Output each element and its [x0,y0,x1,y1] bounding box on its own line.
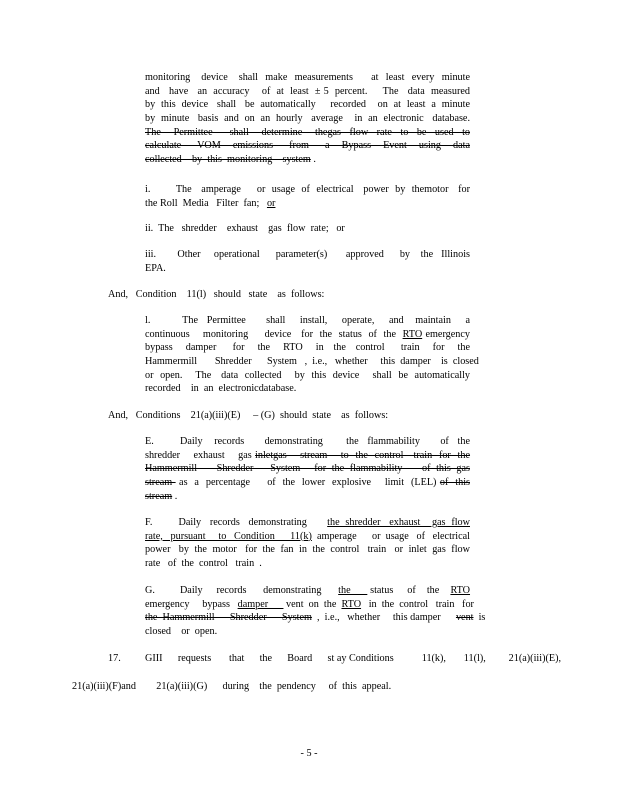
struck-text: of this [439,477,470,489]
text-line [145,490,470,504]
list-item-iii [145,248,470,275]
text-line [145,543,470,557]
text-run: G. Daily records demonstrating [145,585,339,596]
text-run: rate of the control train . [145,558,262,570]
text-run: ii. The shredder exhaust gas flow rate; or [145,223,345,234]
text-line [145,449,470,463]
page-number: - 5 - [300,748,318,759]
text-line [145,139,470,153]
text-run: bypass damper for the RTO in the control train for the [145,342,470,354]
condition-l-paragraph [145,314,479,396]
text-run: l. The Permittee shall install, operate, and maintain a [145,315,470,326]
intro-conditions-21a: And, Conditions 21(a)(iii)(E) – (G) should state as follows: [108,410,389,421]
item-f-paragraph [145,516,470,571]
text-line [145,248,470,262]
underlined-text: or [266,197,276,209]
text-line [145,611,486,625]
text-run: amperage or usage of electrical [311,530,470,542]
text-line [145,355,479,369]
text-run: power by the motor for the fan in the control train or inlet gas flow [145,544,470,556]
text-line [145,382,470,396]
struck-text: calculate VOM emissions from a Bypass Event using data [145,140,470,152]
text-line [145,598,474,612]
text-line [145,197,470,211]
text-run: EPA. [145,262,166,274]
list-item-i [145,183,470,210]
text-run: emergency [422,328,470,340]
struck-text: collected by this monitoring system [145,154,311,166]
struck-text: stream [145,477,176,489]
text-run: , i.e., whether this damper [311,612,456,624]
text-run: status of the [367,585,451,596]
text-run: Hammermill Shredder System , i.e., whether this damper is closed [145,356,479,368]
text-run: in the control train for [361,598,474,610]
text-line [145,476,470,490]
text-line [145,516,470,530]
text-line [145,369,470,383]
text-run: shredder exhaust gas [145,449,256,461]
text-line [145,112,470,126]
text-line [145,328,470,342]
struck-text: inletgas stream to the control train for the [255,449,471,461]
text-line [145,341,470,355]
text-line [145,153,470,167]
paragraph-number-17: 17. [108,653,121,664]
text-run: as a percentage of the lower explosive limit (LEL) [175,477,440,489]
underlined-text: the [338,585,368,596]
list-item-ii [145,222,470,236]
text-run: closed or open. [145,626,218,638]
text-line [145,557,470,571]
struck-text: the Hammermill Shredder System [145,612,312,624]
text-run: F. Daily records demonstrating [145,517,328,528]
text-line [145,126,470,140]
text-line [145,85,470,99]
text-run: emergency bypass [145,598,238,610]
intro-condition-11l: And, Condition 11(l) should state as follows: [108,289,325,300]
underlined-text: RTO [341,598,362,610]
text-run: recorded in an electronicdatabase. [145,383,297,395]
text-run: by this device shall be automatically recorded on at least a minute [145,99,470,111]
text-line [145,435,470,449]
text-run: or open. The data collected by this device shall be automatically [145,369,470,381]
text-line [145,625,470,639]
text-line [145,262,470,276]
text-run: E. Daily records demonstrating the flammability of the [145,436,470,447]
paragraph-17-text-1: GIII requests that the Board st ay Conditions 11(k), 11(l), 21(a)(iii)(E), [145,653,562,664]
underlined-text: rate, pursuant to Condition 11(k) [145,530,312,542]
text-run: is [473,612,486,624]
text-run: and have an accuracy of at least ± 5 percent. The data measured [145,85,470,97]
underlined-text: the shredder exhaust gas flow [327,517,470,528]
text-run: continuous monitoring device for the status of the [145,328,403,340]
text-run: vent on the [283,598,342,610]
text-run: monitoring device shall make measurements at least every minute [145,72,470,83]
text-line [145,183,470,197]
text-run: . [172,490,178,502]
text-line [145,462,470,476]
text-line [145,314,470,328]
paragraph-17-line-1 [145,652,562,666]
text-run: . [310,154,316,166]
underlined-text: damper [237,598,284,610]
struck-text: The Permittee shall determine thegas flow rate to be used to [145,126,470,138]
text-run: by minute basis and on an hourly average in an electronic database. [145,113,470,125]
text-line [145,584,470,598]
underlined-text: RTO [450,585,471,596]
item-e-paragraph [145,435,470,503]
underlined-text: RTO [402,328,423,340]
struck-text: Hammermill Shredder System for the flammability of this gas [145,463,470,475]
text-line [145,71,470,85]
text-line [145,98,470,112]
item-g-paragraph [145,584,486,639]
text-run: iii. Other operational parameter(s) approved by the Illinois [145,249,470,260]
text-line [145,530,470,544]
struck-text: stream [145,490,173,502]
struck-text: vent [455,612,474,624]
monitoring-paragraph [145,71,470,167]
text-run: i. The amperage or usage of electrical power by themotor for [145,184,470,195]
paragraph-17-line-2: 21(a)(iii)(F)and 21(a)(iii)(G) during the pendency of this appeal. [72,681,392,692]
text-line [145,222,470,236]
text-run: the Roll Media Filter fan; [145,197,267,209]
